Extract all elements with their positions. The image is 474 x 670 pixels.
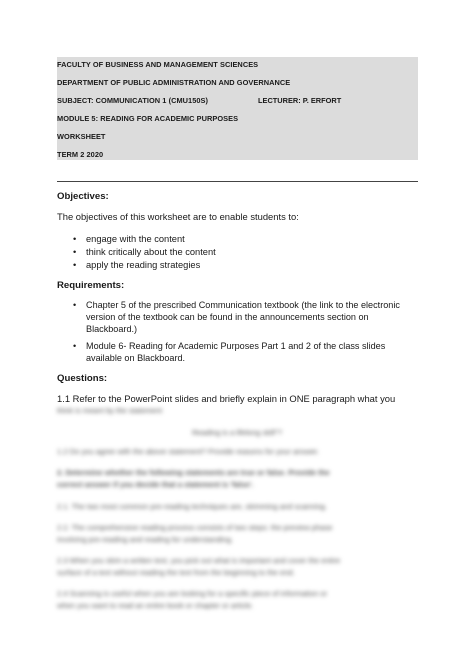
department-line: DEPARTMENT OF PUBLIC ADMINISTRATION AND GOVERNANCE	[57, 78, 291, 87]
list-item-text: think critically about the content	[86, 247, 216, 257]
question-2-cont: correct answer if you decide that a statement is 'false'.	[57, 480, 254, 489]
question-2-2: 2.2. The comprehensive reading process consists of two steps: the preview phase	[57, 523, 333, 532]
objectives-intro: The objectives of this worksheet are to enable students to:	[57, 211, 299, 222]
term-line: TERM 2 2020	[57, 150, 104, 159]
worksheet-label: WORKSHEET	[57, 132, 106, 141]
question-2-2-cont: involving pre-reading and reading for understanding.	[57, 535, 234, 544]
question-2: 2. Determine whether the following statements are true or false. Provide the	[57, 468, 330, 477]
list-item-text: engage with the content	[86, 234, 185, 244]
bullet-icon: •	[73, 234, 77, 244]
requirements-heading: Requirements:	[57, 280, 125, 291]
list-item-text: Chapter 5 of the prescribed Communication textbook (the link to the electronic version of the textbook can be found in the announcements section on Blackboard.)	[86, 300, 400, 335]
bullet-icon: •	[73, 341, 77, 351]
question-2-4: 2.4 Scanning is useful when you are looking for a specific piece of information or	[57, 589, 328, 598]
question-2-3-cont: surface of a text without reading the text from the beginning to the end.	[57, 568, 295, 577]
module-line: MODULE 5: READING FOR ACADEMIC PURPOSES	[57, 114, 239, 123]
quote-line: Reading is a lifelong skill"?	[191, 428, 283, 437]
questions-heading: Questions:	[57, 373, 108, 384]
lecturer-line: LECTURER: P. ERFORT	[258, 96, 342, 105]
question-1-1: 1.1 Refer to the PowerPoint slides and briefly explain in ONE paragraph what you	[57, 393, 396, 404]
subject-line: SUBJECT: COMMUNICATION 1 (CMU150S)	[57, 96, 209, 105]
bullet-icon: •	[73, 260, 77, 270]
question-1-2: 1.2 Do you agree with the above statement? Provide reasons for your answer.	[57, 447, 320, 456]
faculty-line: FACULTY OF BUSINESS AND MANAGEMENT SCIENCES	[57, 60, 259, 69]
divider	[57, 181, 418, 182]
question-2-1: 2.1. The two most common pre-reading techniques are, skimming and scanning.	[57, 502, 327, 511]
question-1-1-cont: think is meant by the statement	[57, 406, 163, 415]
question-2-4-cont: when you want to read an entire book or chapter or article.	[57, 601, 254, 610]
bullet-icon: •	[73, 247, 77, 257]
list-item-text: apply the reading strategies	[86, 260, 201, 270]
bullet-icon: •	[73, 300, 77, 310]
list-item-text: Module 6- Reading for Academic Purposes Part 1 and 2 of the class slides available on Blackboard.	[86, 341, 386, 364]
header-box	[57, 57, 418, 160]
question-2-3: 2.3 When you skim a written text, you pick out what is important and cover the entire	[57, 556, 341, 565]
objectives-heading: Objectives:	[57, 191, 109, 202]
